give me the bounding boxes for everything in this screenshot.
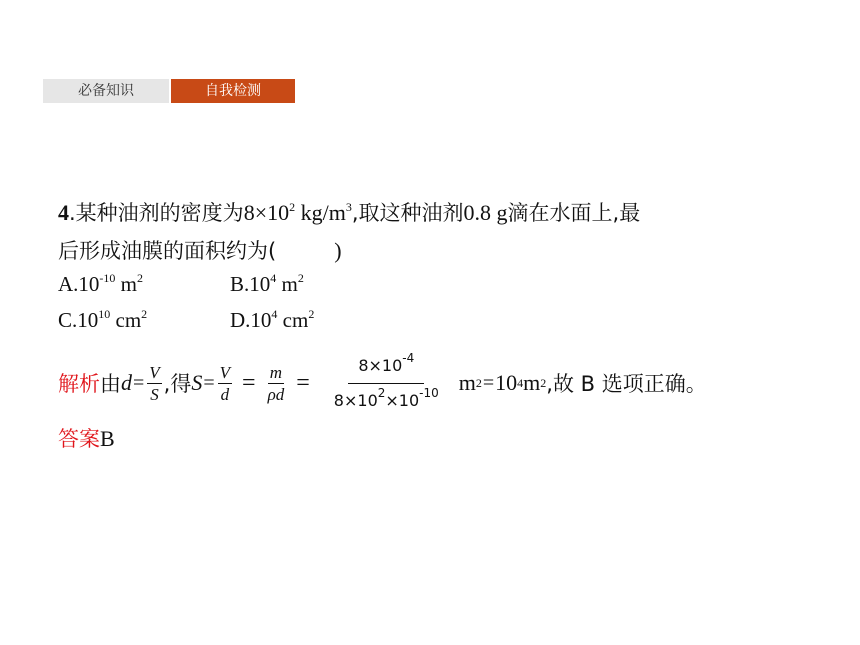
- options-row-1: [58, 272, 402, 308]
- option-b-base: B.10: [230, 272, 271, 296]
- solution-conclusion: ,故 B 选项正确。: [546, 372, 707, 396]
- frac1-denominator: S: [150, 384, 159, 404]
- frac4-den-b-exp: -10: [419, 385, 439, 400]
- option-c-base: C.10: [58, 308, 99, 332]
- frac3-numerator: m: [269, 362, 283, 382]
- oil-mass: 0.8 g: [463, 200, 508, 225]
- question-text-5: ): [334, 238, 342, 263]
- density-unit: kg/m: [295, 200, 346, 225]
- solution-get: ,得: [163, 372, 192, 396]
- density-unit-exponent: 3: [345, 200, 352, 214]
- options-row-2: [58, 308, 402, 344]
- fraction-v-over-d: [218, 362, 232, 405]
- fraction-numeric: [328, 350, 445, 414]
- result-base: 10: [495, 370, 518, 395]
- question-text-3: 滴在水面上,最: [507, 201, 641, 225]
- fraction-m-over-rhod: [266, 362, 287, 405]
- answer-label: 答案: [58, 427, 100, 451]
- question-text-1: .某种油剂的密度为: [69, 201, 244, 225]
- option-c-unit: cm: [110, 308, 142, 332]
- fraction-v-over-s: [147, 362, 161, 405]
- var-s: S: [191, 370, 203, 395]
- option-d-unit: cm: [277, 308, 309, 332]
- tab-self-check[interactable]: 自我检测: [171, 79, 295, 103]
- solution-label: 解析: [58, 372, 100, 396]
- density-exponent: 2: [289, 200, 296, 214]
- frac1-numerator: V: [149, 362, 160, 382]
- equals-3: =: [242, 369, 256, 396]
- option-d-exp: 4: [271, 307, 278, 321]
- option-a-unit-exp: 2: [137, 271, 144, 285]
- answer-value: B: [100, 426, 115, 451]
- section-tabs: [43, 79, 295, 103]
- solution-by: 由: [100, 372, 121, 396]
- solution-line: 解析 由 d = $\frac{V}{S}$ ,得 S = $\frac{V}{d}$ = $\frac{m}{\rho d}$ = $\frac{8\times 10^{-4}}{8\times 10^2\times 10^{-10}}$ m 2 = 10 4 m 2 ,故 B 选项正确。: [58, 347, 848, 419]
- option-d-unit-exp: 2: [308, 307, 315, 321]
- frac4-num-base: 8×10: [358, 355, 403, 375]
- frac4-num-exp: -4: [402, 350, 415, 365]
- frac4-den-a-exp: 2: [377, 385, 386, 400]
- equals-2: =: [203, 371, 215, 394]
- option-c-unit-exp: 2: [141, 307, 148, 321]
- frac2-denominator: d: [220, 384, 230, 404]
- option-d[interactable]: [230, 308, 402, 344]
- option-d-base: D.10: [230, 308, 272, 332]
- option-b[interactable]: [230, 272, 402, 308]
- tab-essential-knowledge[interactable]: 必备知识: [43, 79, 169, 103]
- answer-line: [58, 420, 115, 458]
- frac4-den-a: 8×10: [333, 390, 378, 410]
- option-b-unit: m: [276, 272, 298, 296]
- question-text: [58, 194, 818, 270]
- option-b-unit-exp: 2: [297, 271, 304, 285]
- density-value: 8×10: [243, 200, 290, 225]
- option-a-unit: m: [115, 272, 138, 296]
- equals-1: =: [133, 371, 145, 394]
- question-text-2: ,取这种油剂: [351, 201, 464, 225]
- option-c[interactable]: [58, 308, 230, 344]
- frac4-den-b: ×10: [385, 390, 420, 410]
- frac3-denominator: ρd: [267, 384, 285, 404]
- question-number: 4: [58, 200, 69, 225]
- equals-4: =: [296, 369, 310, 396]
- frac4-numerator: [348, 350, 424, 384]
- option-c-exp: 10: [98, 307, 111, 321]
- option-b-exp: 4: [270, 271, 277, 285]
- option-a[interactable]: [58, 272, 230, 308]
- question-text-4: 后形成油膜的面积约为(: [58, 239, 277, 263]
- var-d: d: [121, 370, 132, 395]
- result-unit: m: [523, 370, 541, 395]
- frac4-denominator: [328, 384, 445, 414]
- option-a-base: A.10: [58, 272, 100, 296]
- frac2-numerator: V: [219, 362, 231, 382]
- answer-options: [58, 272, 402, 344]
- unit-m2: m: [458, 370, 476, 395]
- equals-5: =: [482, 371, 495, 394]
- option-a-exp: -10: [99, 271, 116, 285]
